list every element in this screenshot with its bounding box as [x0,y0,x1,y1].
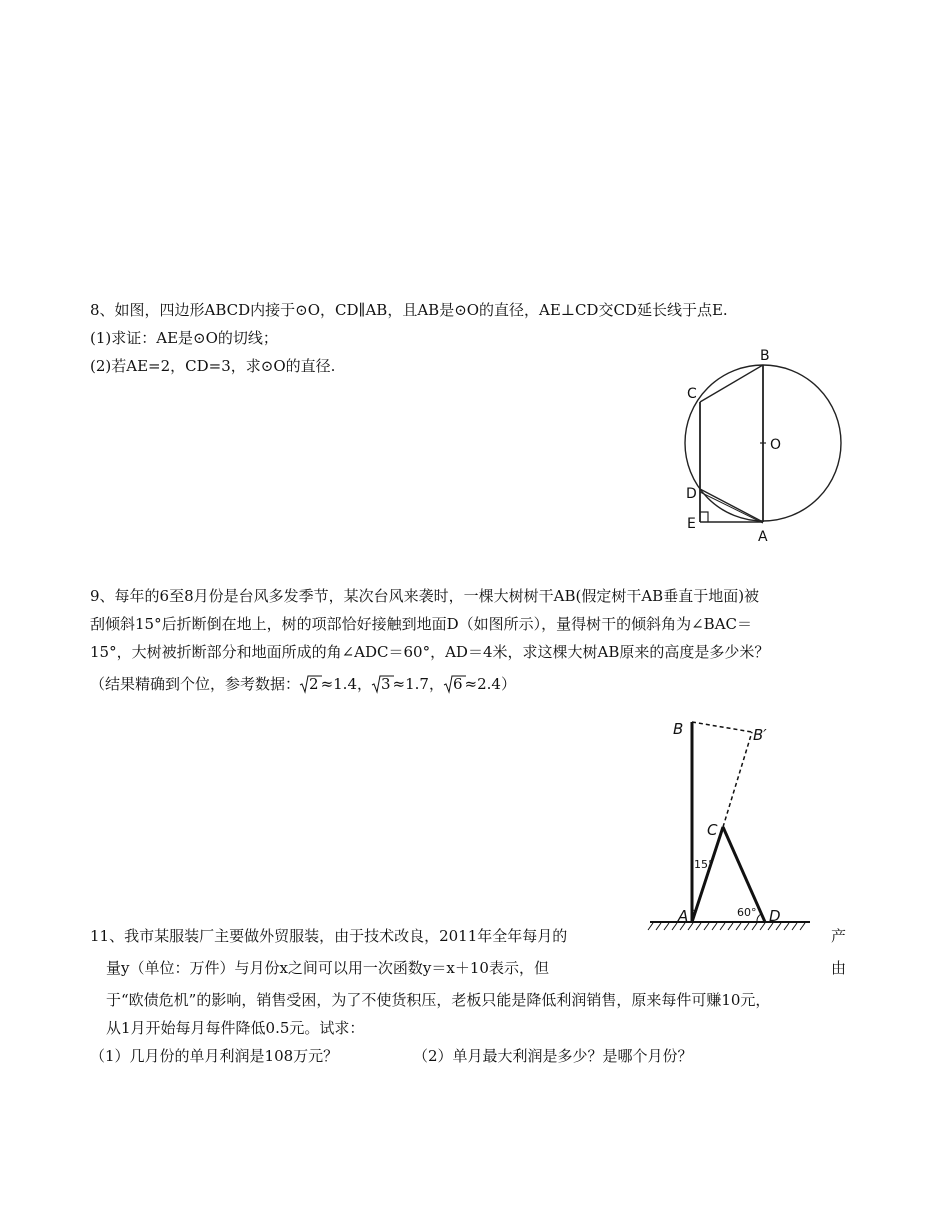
q11-stem-line2-end: 由 [831,959,847,977]
label-b: B [760,348,770,364]
ref-prefix: （结果精确到个位，参考数据： [90,675,301,693]
q8-part1: (1)求证：AE是⊙O的切线； [90,329,278,347]
label-a: A [758,529,768,545]
sqrt-2: 2 [300,674,319,694]
label-d: D [769,907,781,925]
right-angle-mark [700,512,708,522]
q9-stem-line1: 9、每年的6至8月份是台风多发季节，某次台风来袭时，一棵大树树干AB(假定树干AB垂直于地面)被 [90,587,760,605]
label-angle15: 15° [694,858,714,871]
q11-stem-line1-end: 产 [831,927,847,945]
q9-stem-line2: 刮倾斜15°后折断倒在地上，树的项部恰好接触到地面D（如图所示），量得树干的倾斜角为∠BAC＝ [90,615,753,633]
q9-tree-figure [645,712,825,942]
q11-part1: （1）几月份的单月利润是108万元？ [90,1047,339,1065]
segment-da [700,489,763,522]
q8-circle-figure [672,342,872,545]
label-bprime: B′ [753,726,767,744]
dashed-c-bprime [723,732,752,827]
q9-reference-data [90,674,516,694]
label-c: C [707,821,718,839]
approx-2: ≈1.4， [320,675,372,693]
sqrt-3: 3 [372,674,391,694]
q8-stem: 8、如图，四边形ABCD内接于⊙O，CD∥AB，且AB是⊙O的直径，AE⊥CD交CD延长线于点E. [90,301,728,319]
q11-part2: （2）单月最大利润是多少？是哪个月份？ [413,1047,693,1065]
label-e: E [687,516,696,532]
q11-stem-line1: 11、我市某服装厂主要做外贸服装，由于技术改良，2011年全年每月的 [90,927,568,945]
ground-hatching [648,923,805,930]
approx-6: ≈2.4） [464,675,516,693]
label-o: O [770,437,782,453]
q9-stem-line3: 15°，大树被折断部分和地面所成的角∠ADC＝60°，AD＝4米，求这棵大树AB原来的高度是多少米？ [90,643,770,661]
label-angle60: 60° [737,906,757,919]
dashed-b-bprime [692,722,752,732]
segment-da-2 [700,492,763,523]
label-c: C [687,386,697,402]
segment-bc [700,365,763,402]
q11-stem-line3: 于“欧债危机”的影响，销售受困，为了不使货积压，老板只能是降低利润销售，原来每件可赚10元， [106,991,771,1009]
label-a: A [678,907,689,925]
q11-stem-line2: 量y（单位：万件）与月份x之间可以用一次函数y＝x＋10表示，但 [106,959,549,977]
label-b: B [673,720,684,738]
segment-ac [692,827,723,922]
q8-part2: (2)若AE=2，CD=3，求⊙O的直径. [90,357,336,375]
q11-stem-line4: 从1月开始每月每件降低0.5元。试求： [106,1019,365,1037]
approx-3: ≈1.7， [392,675,444,693]
label-d: D [686,486,697,502]
sqrt-6: 6 [444,674,463,694]
